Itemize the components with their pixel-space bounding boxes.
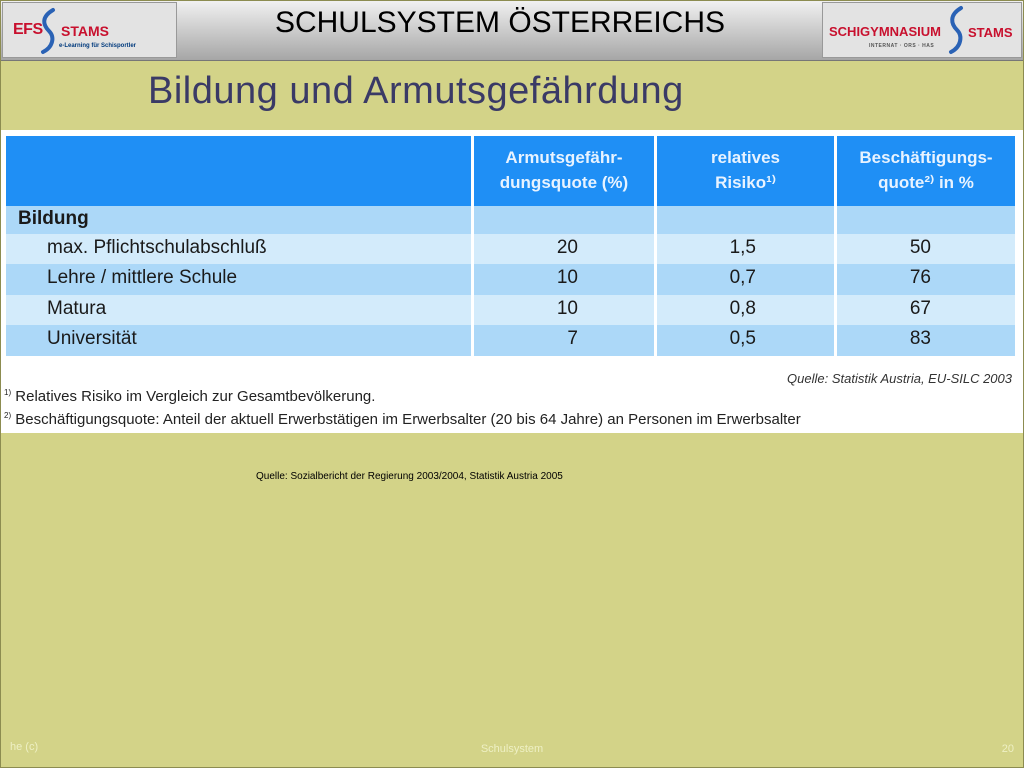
logo-right-subtitle: INTERNAT · ORS · HAS <box>869 43 935 49</box>
cell-quote: 7 <box>567 328 578 349</box>
table-header <box>6 136 1015 206</box>
column-divider <box>654 136 657 356</box>
cell-risiko: 1,5 <box>729 237 756 258</box>
cell-beschaeftigung: 83 <box>909 328 931 349</box>
logo-right-stams: STAMS <box>968 25 1013 40</box>
swirl-icon <box>947 5 967 55</box>
row-label: max. Pflichtschulabschluß <box>47 237 267 258</box>
header-title: SCHULSYSTEM ÖSTERREICHS <box>274 6 726 39</box>
footer-copyright: he (c) <box>10 741 39 753</box>
cell-beschaeftigung: 67 <box>909 298 931 319</box>
table-row <box>6 325 1015 356</box>
row-label: Matura <box>47 298 107 319</box>
column-divider <box>471 136 474 356</box>
section-label: Bildung <box>18 208 89 229</box>
section-row <box>6 206 1015 234</box>
footnote-1: $^{1)}$ Relatives Risiko im Vergleich zur Gesamtbevölkerung. <box>4 388 376 405</box>
row-label: Lehre / mittlere Schule <box>47 267 238 288</box>
cell-beschaeftigung: 76 <box>909 267 931 288</box>
logo-left-stams: STAMS <box>61 23 109 39</box>
slide-number: 20 <box>1001 743 1014 755</box>
efs-stams-logo <box>2 2 177 58</box>
cell-risiko: 0,7 <box>729 267 756 288</box>
logo-left-efs: EFS <box>13 21 43 38</box>
cell-beschaeftigung: 50 <box>909 237 931 258</box>
cell-quote: 10 <box>556 267 578 288</box>
table-source: Quelle: Statistik Austria, EU-SILC 2003 <box>787 371 1012 386</box>
logo-right-schigymnasium: SCHIGYMNASIUM <box>829 24 941 39</box>
footer-title: Schulsystem <box>480 743 544 755</box>
column-header-beschaeftigung: Beschäftigungs- quote²⁾ in % <box>859 148 993 192</box>
footnote-2: $^{2)}$ Beschäftigungsquote: Anteil der aktuell Erwerbstätigen im Erwerbsalter (20 bis 64 Jahre) an Personen im Erwerbsalter <box>4 411 801 428</box>
column-divider <box>834 136 837 356</box>
source-note: Quelle: Sozialbericht der Regierung 2003/2004, Statistik Austria 2005 <box>256 471 563 482</box>
column-header-risiko: relatives Risiko¹⁾ <box>711 148 780 192</box>
cell-risiko: 0,5 <box>729 328 756 349</box>
table-row <box>6 295 1015 325</box>
column-header-quote: Armutsgefähr- dungsquote (%) <box>499 148 629 192</box>
page-title: Bildung und Armutsgefährdung <box>148 70 684 112</box>
table-row <box>6 234 1015 264</box>
cell-risiko: 0,8 <box>729 298 756 319</box>
table-panel <box>0 130 1024 433</box>
logo-left-subtitle: e-Learning für Schisportler <box>59 43 137 49</box>
cell-quote: 20 <box>556 237 578 258</box>
header-bar <box>0 0 1024 61</box>
schigymnasium-logo <box>822 2 1022 58</box>
row-label: Universität <box>47 328 137 349</box>
swirl-icon <box>39 7 59 55</box>
cell-quote: 10 <box>556 298 578 319</box>
table-row <box>6 264 1015 295</box>
